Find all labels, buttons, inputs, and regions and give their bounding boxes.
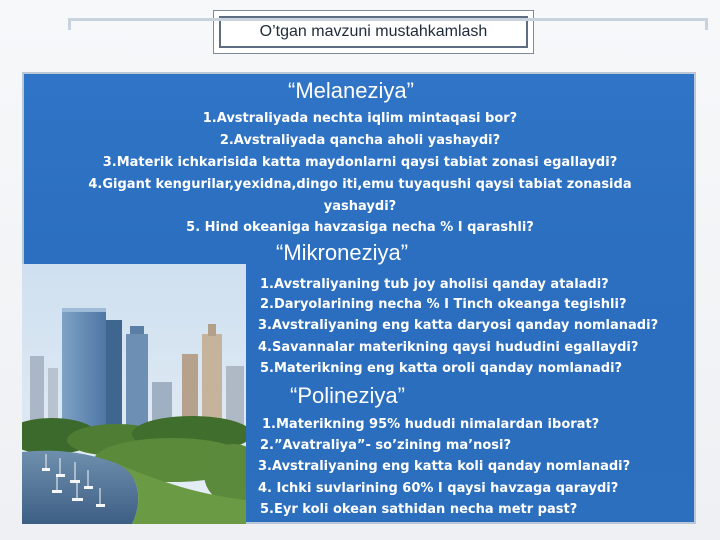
question-melaneziya-1: 1.Avstraliyada nechta iqlim mintaqasi bor?: [202, 111, 518, 126]
question-melaneziya-5: 5. Hind okeaniga havzasiga necha % I qarashli?: [186, 220, 534, 235]
section-heading-polineziya: “Polineziya”: [290, 383, 405, 408]
question-melaneziya-3: 3.Materik ichkarisida katta maydonlarni qaysi tabiat zonasi egallaydi?: [102, 155, 618, 170]
slide-title-box: [213, 10, 534, 54]
question-polineziya-2: 2.”Avatraliya”- so’zining ma’nosi?: [260, 438, 511, 453]
question-polineziya-1: 1.Materikning 95% hududi nimalardan iborat?: [262, 417, 600, 432]
question-mikroneziya-2: 2.Daryolarining necha % I Tinch okeanga tegishli?: [260, 297, 627, 312]
question-melaneziya-4-cont: yashaydi?: [323, 199, 397, 214]
question-polineziya-3: 3.Avstraliyaning eng katta koli qanday nomlanadi?: [258, 459, 631, 474]
city-skyline-illustration: [22, 264, 246, 524]
question-mikroneziya-4: 4.Savannalar materikning qaysi hududini egallaydi?: [258, 340, 639, 355]
section-heading-mikroneziya: “Mikroneziya”: [276, 240, 409, 265]
question-polineziya-4: 4. Ichki suvlarining 60% I qaysi havzaga qaraydi?: [258, 481, 619, 496]
question-melaneziya-2: 2.Avstraliyada qancha aholi yashaydi?: [219, 133, 501, 148]
section-heading-melaneziya: “Melaneziya”: [288, 78, 414, 103]
question-mikroneziya-3: 3.Avstraliyaning eng katta daryosi qanday nomlanadi?: [258, 318, 659, 333]
city-photo: [22, 264, 246, 524]
question-melaneziya-4: 4.Gigant kengurilar,yexidna,dingo iti,emu tuyaqushi qaysi tabiat zonasida: [88, 177, 632, 192]
slide-title: O’tgan mavzuni mustahkamlash: [219, 16, 528, 48]
question-polineziya-5: 5.Eyr koli okean sathidan necha metr past?: [260, 502, 578, 517]
question-mikroneziya-5: 5.Materikning eng katta oroli qanday nomlanadi?: [260, 361, 623, 376]
panel-top-frame: [68, 18, 708, 30]
question-mikroneziya-1: 1.Avstraliyaning tub joy aholisi qanday ataladi?: [260, 277, 609, 292]
